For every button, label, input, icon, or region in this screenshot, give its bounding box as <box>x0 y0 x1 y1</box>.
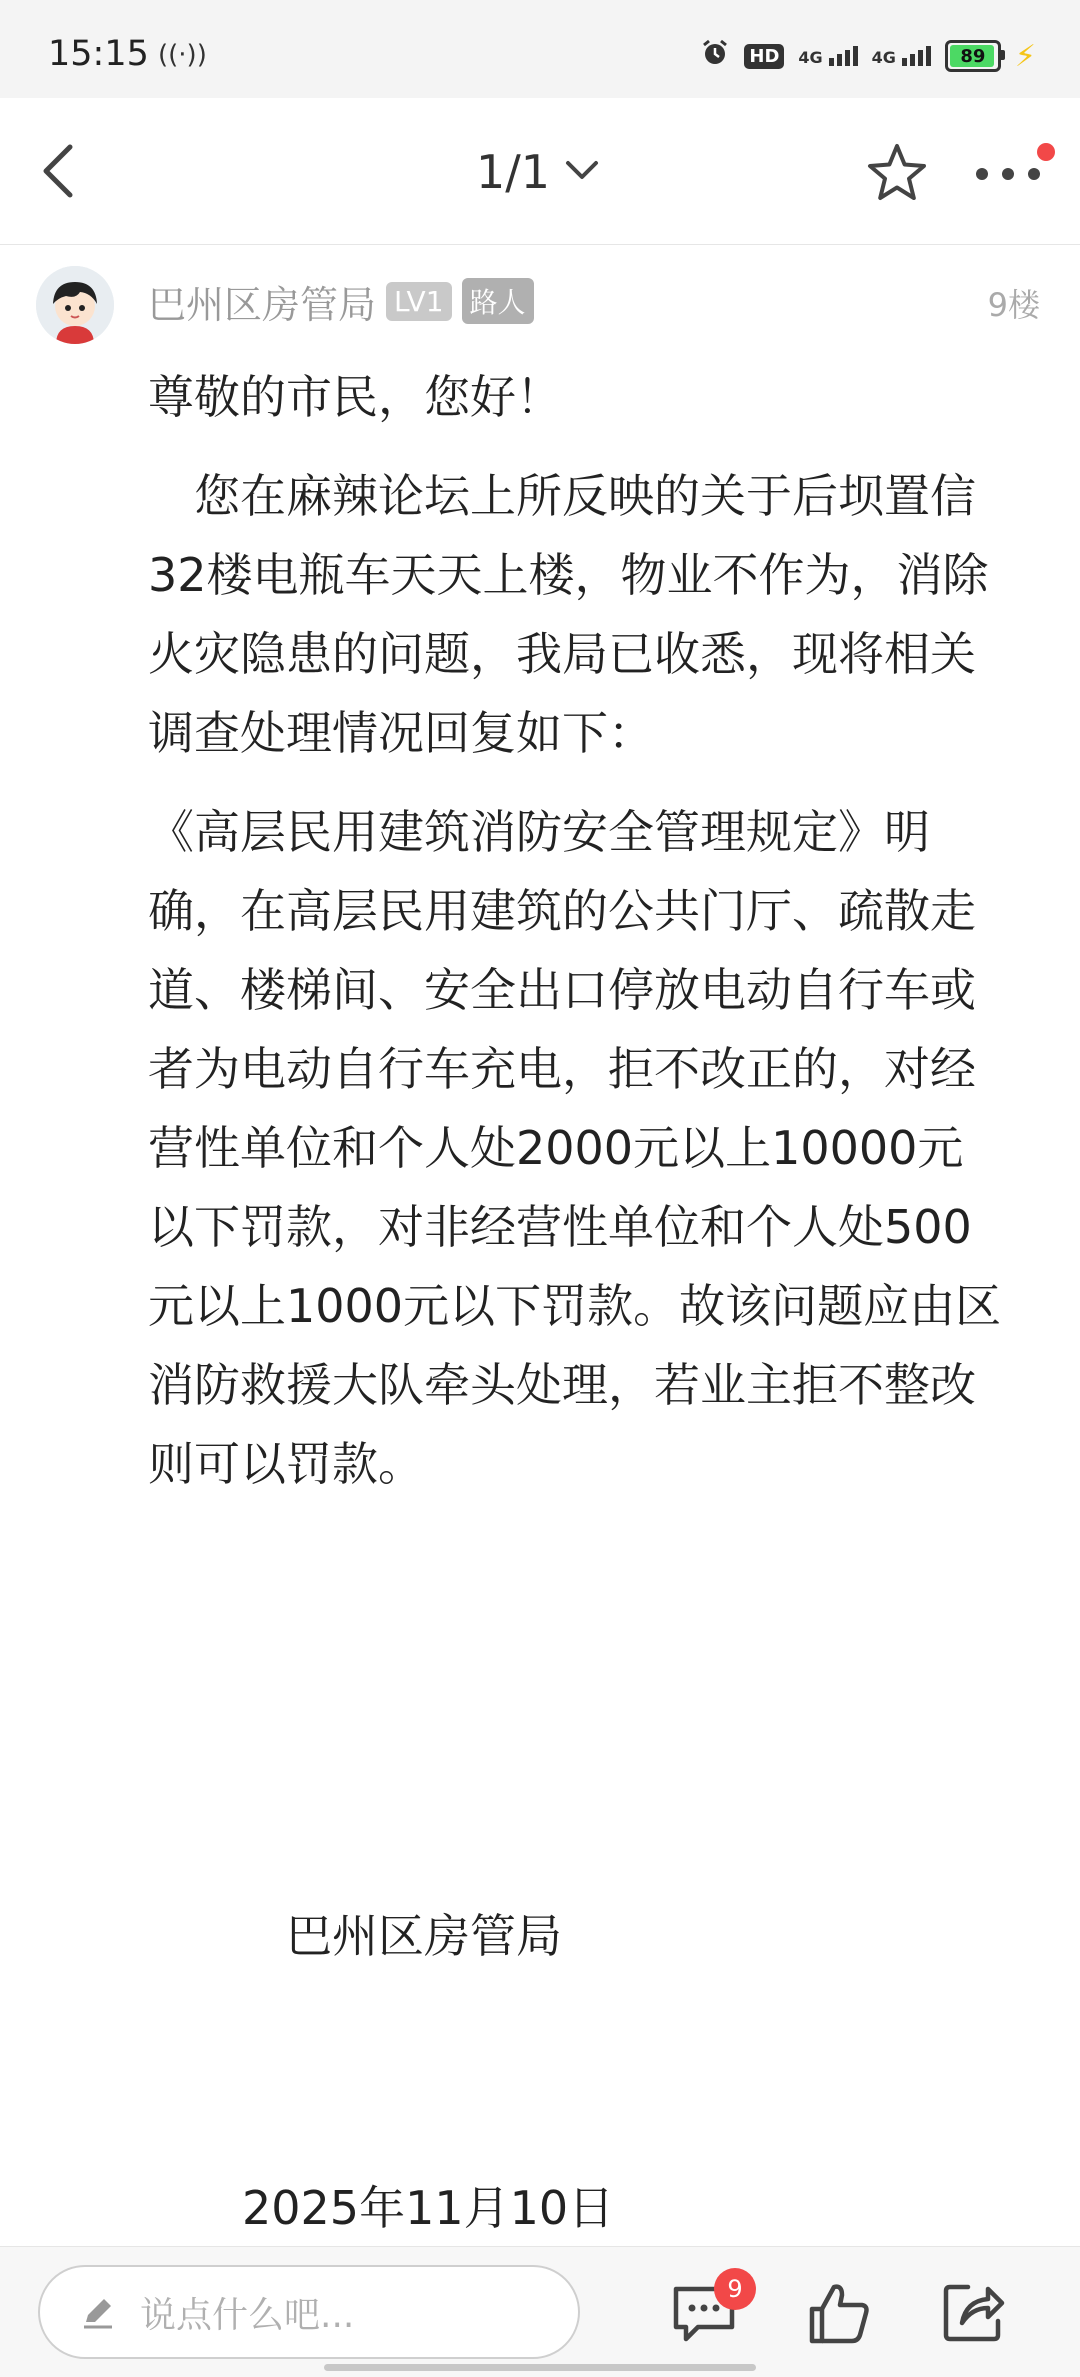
page-selector[interactable] <box>476 142 600 202</box>
status-bar <box>0 0 1080 98</box>
hd-icon: HD <box>744 44 784 69</box>
post-date: 2025年11月10日 <box>242 2181 615 2235</box>
bottom-action-bar <box>0 2246 1080 2377</box>
post-paragraph-2: 《高层民用建筑消防安全管理规定》明确，在高层民用建筑的公共门厅、疏散走道、楼梯间、安全出口停放电动自行车或者为电动自行车充电，拒不改正的，对经营性单位和个人处2000元以上10000元以下罚款，对非经营性单位和个人处500元以上1000元以下罚款。故该问题应由区消防救援大队牵头处理，若业主拒不整改则可以罚款。 <box>148 805 1002 1491</box>
share-icon <box>938 2277 1008 2347</box>
notification-dot <box>1037 143 1055 161</box>
charging-icon: ⚡ <box>1014 38 1036 74</box>
chevron-down-icon <box>564 158 600 186</box>
role-badge: 路人 <box>462 278 534 324</box>
share-button[interactable] <box>938 2277 1008 2347</box>
hotspot-icon: ((·)) <box>158 40 207 70</box>
thumbs-up-icon <box>804 2277 876 2349</box>
alarm-icon <box>700 38 730 75</box>
post-signature: 巴州区房管局 <box>286 1909 562 1963</box>
author-name[interactable]: 巴州区房管局 <box>148 282 377 327</box>
author-info <box>148 274 534 328</box>
network-label-2: 4G <box>871 48 896 67</box>
level-badge: LV1 <box>386 282 452 321</box>
page-indicator: 1/1 <box>476 145 551 199</box>
battery-level: 89 <box>960 45 986 67</box>
back-icon[interactable] <box>30 136 86 206</box>
status-icons <box>700 36 1036 76</box>
post-paragraph-1: 您在麻辣论坛上所反映的关于后坝置信32楼电瓶车天天上楼，物业不作为，消除火灾隐患的问题，我局已收悉，现将相关调查处理情况回复如下： <box>148 469 989 760</box>
post-content <box>148 358 1008 1504</box>
pen-icon <box>78 2292 118 2332</box>
home-indicator[interactable] <box>324 2364 756 2371</box>
comment-count-badge: 9 <box>714 2268 756 2310</box>
comment-input[interactable] <box>38 2265 580 2359</box>
floor-number: 9楼 <box>987 286 1040 324</box>
nav-bar <box>0 98 1080 245</box>
post-greeting: 尊敬的市民，您好！ <box>148 370 562 424</box>
signal-icon-2 <box>872 46 931 66</box>
avatar[interactable] <box>36 266 114 344</box>
favorite-star-icon[interactable] <box>862 138 932 208</box>
network-label-1: 4G <box>798 48 823 67</box>
signal-icon-1 <box>798 46 857 66</box>
like-button[interactable] <box>804 2277 876 2349</box>
status-time: 15:15 <box>48 34 149 74</box>
comment-placeholder: 说点什么吧... <box>140 2294 355 2336</box>
battery-icon <box>945 40 1001 72</box>
